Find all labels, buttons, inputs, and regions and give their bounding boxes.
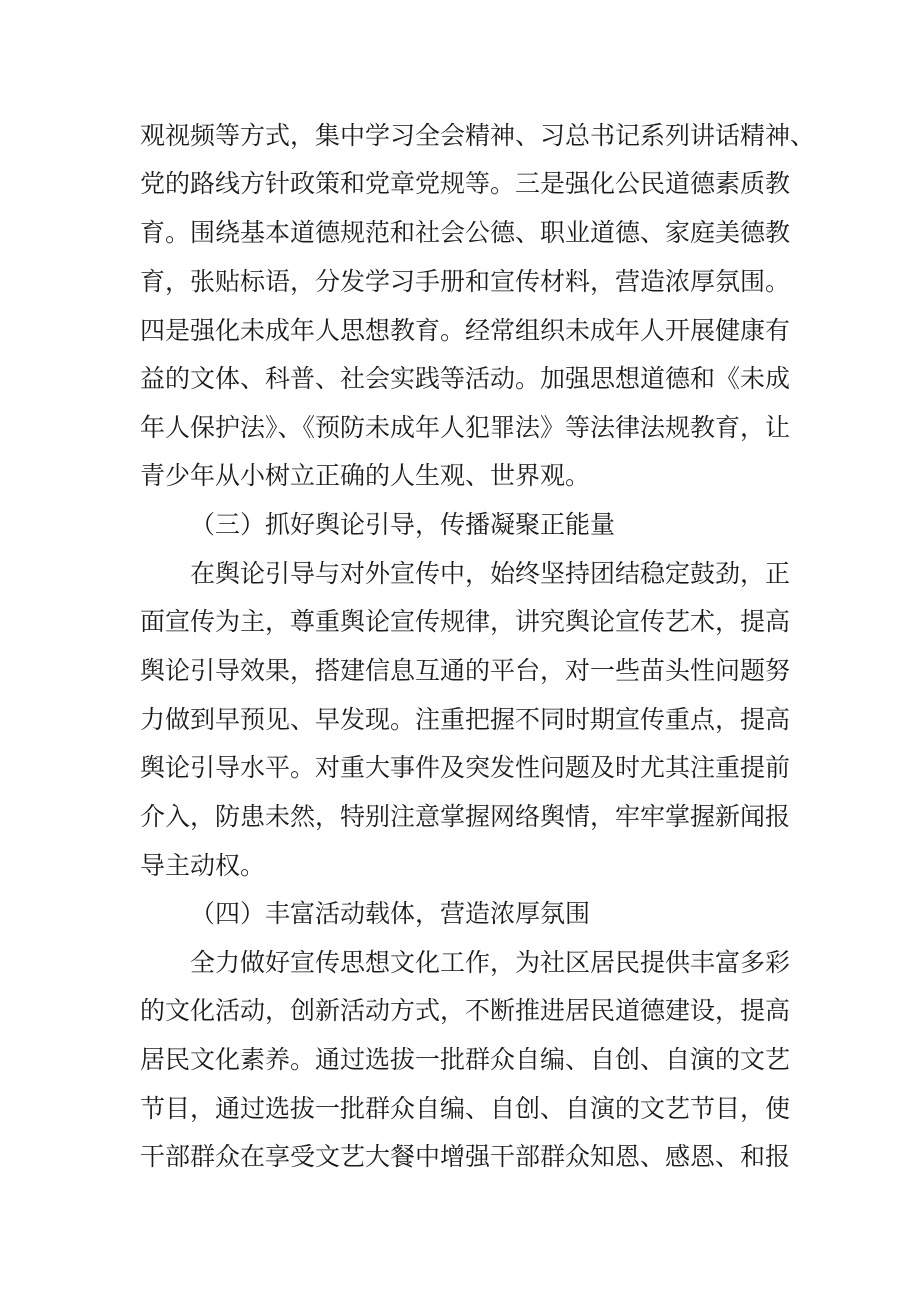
section-heading-4: （四）丰富活动载体，营造浓厚氛围 xyxy=(190,899,591,928)
paragraph-1-line: 青少年从小树立正确的人生观、世界观。 xyxy=(140,461,591,490)
paragraph-3-line: 全力做好宣传思想文化工作，为社区居民提供丰富多彩 xyxy=(190,948,791,977)
paragraph-2-line: 力做到早预见、早发现。注重把握不同时期宣传重点，提高 xyxy=(140,705,791,734)
paragraph-2-line: 介入，防患未然，特别注意掌握网络舆情，牢牢掌握新闻报 xyxy=(140,802,791,831)
paragraph-2-line: 舆论引导效果，搭建信息互通的平台，对一些苗头性问题努 xyxy=(140,656,791,685)
paragraph-1-line: 益的文体、科普、社会实践等活动。加强思想道德和《未成 xyxy=(140,364,791,393)
paragraph-1-line: 四是强化未成年人思想教育。经常组织未成年人开展健康有 xyxy=(140,316,791,345)
paragraph-1-line: 年人保护法》、《预防未成年人犯罪法》等法律法规教育，让 xyxy=(140,413,791,442)
paragraph-1-line: 育，张贴标语，分发学习手册和宣传材料，营造浓厚氛围。 xyxy=(140,267,791,296)
paragraph-3-line: 居民文化素养。通过选拔一批群众自编、自创、自演的文艺 xyxy=(140,1045,791,1074)
paragraph-3-line: 节目，通过选拔一批群众自编、自创、自演的文艺节目，使 xyxy=(140,1094,791,1123)
paragraph-2-line: 面宣传为主，尊重舆论宣传规律，讲究舆论宣传艺术，提高 xyxy=(140,607,791,636)
section-heading-3: （三）抓好舆论引导，传播凝聚正能量 xyxy=(190,510,616,539)
paragraph-2-line: 在舆论引导与对外宣传中，始终坚持团结稳定鼓劲，正 xyxy=(190,559,791,588)
paragraph-3-line: 干部群众在享受文艺大餐中增强干部群众知恩、感恩、和报 xyxy=(140,1142,791,1171)
paragraph-2-line: 导主动权。 xyxy=(140,851,266,880)
paragraph-2-line: 舆论引导水平。对重大事件及突发性问题及时尤其注重提前 xyxy=(140,753,791,782)
paragraph-1-line: 观视频等方式，集中学习全会精神、习总书记系列讲话精神、 xyxy=(140,121,816,150)
paragraph-1-line: 育。围绕基本道德规范和社会公德、职业道德、家庭美德教 xyxy=(140,218,791,247)
paragraph-3-line: 的文化活动，创新活动方式，不断推进居民道德建设，提高 xyxy=(140,996,791,1025)
paragraph-1-line: 党的路线方针政策和党章党规等。三是强化公民道德素质教 xyxy=(140,169,791,198)
